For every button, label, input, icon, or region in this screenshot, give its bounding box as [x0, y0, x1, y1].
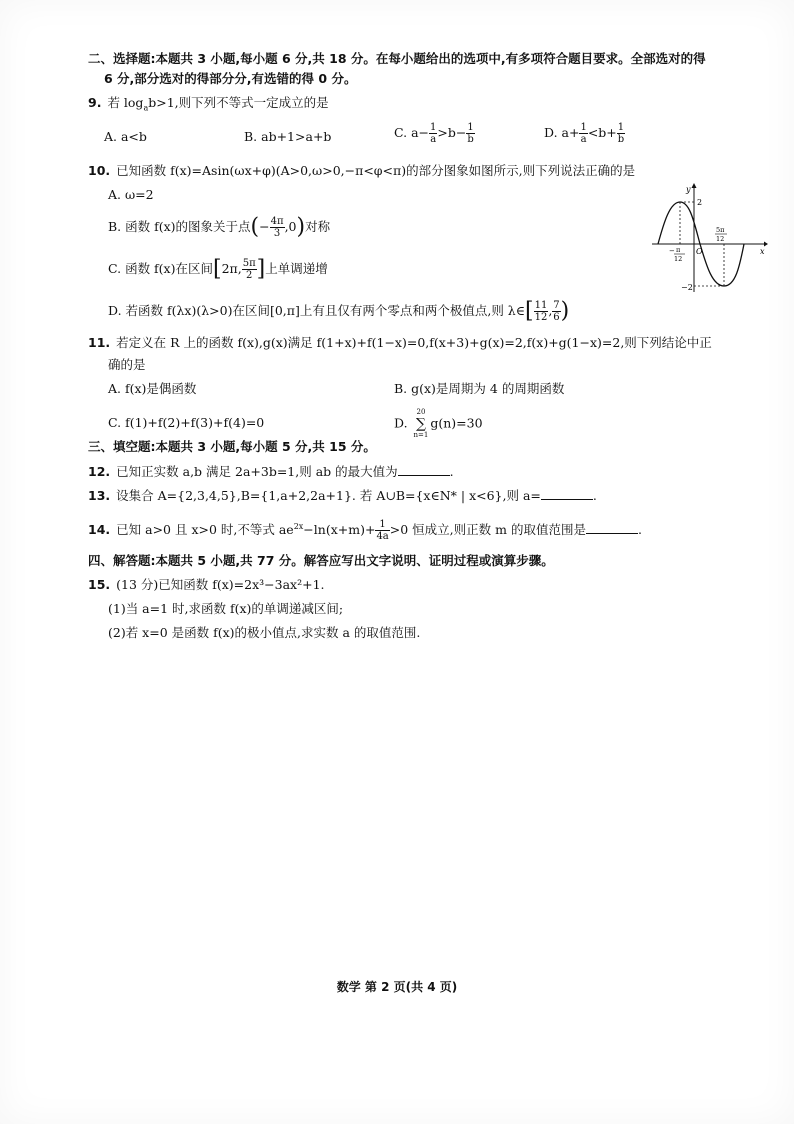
q10-b-frac-d: 3 — [273, 228, 281, 239]
q14-frac-n: 1 — [375, 519, 389, 531]
q10-sine-graph — [650, 182, 768, 294]
graph-label-max: 2 — [697, 198, 703, 207]
q10-b-post: 对称 — [305, 219, 331, 234]
q9-d-frac1-n: 1 — [580, 122, 587, 133]
q9-c-frac1-n: 1 — [430, 122, 437, 133]
q10-stem — [88, 162, 635, 180]
q9-c-frac2 — [466, 122, 474, 145]
q10-c-lbr: [ — [212, 256, 222, 282]
q11-d-pre: D. — [394, 415, 408, 431]
q9-d-pre: D. a+ — [544, 125, 580, 140]
q12-number: 12. — [88, 464, 111, 479]
q14-frac — [375, 519, 389, 542]
q10-option-b: B. 函数 f(x)的图象关于点(− $\frac{4\pi}{3}$ ,0)对称 — [108, 214, 331, 240]
q14-mid: −ln(x+m)+ — [303, 522, 376, 538]
q9-c-frac1-d: a — [430, 134, 437, 145]
q15-part-1: (1)当 a=1 时,求函数 f(x)的单调递减区间; — [108, 601, 344, 616]
q9-d-mid: <b+ — [587, 125, 617, 140]
graph-x-label: x — [760, 247, 765, 256]
q10-b-frac-n: 4π — [270, 216, 284, 227]
q14-answer-blank[interactable] — [586, 520, 638, 534]
q10-c-frac-d: 2 — [246, 270, 253, 281]
q9-option-c — [394, 122, 475, 145]
q9-option-a: A. a<b — [104, 129, 147, 144]
graph-right-den: 12 — [716, 235, 725, 243]
q10-b-pre: B. 函数 f(x)的图象关于点 — [108, 219, 251, 234]
q11-option-c: C. f(1)+f(2)+f(3)+f(4)=0 — [108, 415, 265, 430]
q9-d-frac2 — [617, 122, 625, 145]
q14-post: >0 恒成立,则正数 m 的取值范围是 — [389, 522, 586, 538]
q9-d-frac1 — [579, 122, 587, 145]
q13-number: 13. — [88, 488, 111, 503]
q10-d-rbr: ) — [560, 298, 570, 324]
q14-exponent: 2x — [293, 522, 304, 531]
q10-c-rbr: ] — [256, 256, 266, 282]
q10-d-frac2 — [552, 300, 560, 323]
q10-d-lbr: [ — [524, 298, 534, 324]
graph-y-label: y — [686, 185, 691, 194]
section-2-heading-cont: 6 分,部分选对的得部分分,有选错的得 0 分。 — [104, 71, 357, 86]
q10-b-frac — [270, 216, 285, 239]
q10-b-rparen: ) — [296, 214, 306, 240]
q9-c-frac2-d: b — [467, 134, 474, 145]
q11-option-b: B. g(x)是周期为 4 的周期函数 — [394, 381, 565, 396]
q10-c-post: 上单调递增 — [265, 261, 328, 276]
q11-stem-cont: 确的是 — [108, 357, 146, 372]
q10-c-frac — [242, 258, 257, 281]
q15-text: (13 分)已知函数 f(x)=2x³−3ax²+1. — [116, 577, 325, 592]
graph-label-min: −2 — [681, 283, 693, 292]
q10-stem-text: 已知函数 f(x)=Asin(ωx+φ)(A>0,ω>0,−π<φ<π)的部分图象如图所示,则下列说法正确的是 — [116, 163, 636, 178]
q14 — [88, 518, 642, 542]
q11-option-a: A. f(x)是偶函数 — [108, 381, 197, 396]
q13 — [88, 486, 597, 505]
q10-option-d: D. 若函数 f(λx)(λ>0)在区间[0,π]上有且仅有两个零点和两个极值点,则 λ∈[ $\frac{11}{12}$ , $\frac{7}{6}$ ) — [108, 298, 570, 324]
q10-d-frac2-d: 6 — [553, 312, 560, 323]
q10-d-frac1 — [534, 300, 549, 323]
q15-number: 15. — [88, 577, 111, 592]
q9-option-d — [544, 122, 625, 145]
q15-stem — [88, 576, 325, 594]
q11-stem-text: 若定义在 R 上的函数 f(x),g(x)满足 f(1+x)+f(1−x)=0,f(x+3)+g(x)=2,f(x)+g(1−x)=2,则下列结论中正 — [116, 335, 712, 350]
q9-log-base: a — [143, 103, 149, 113]
q11-d-post: g(n)=30 — [430, 415, 483, 431]
q14-frac-d: 4a — [376, 531, 389, 543]
q9-c-pre: C. a− — [394, 125, 429, 140]
q9-c-mid: >b− — [437, 125, 467, 140]
q11-d-sigma-top: 20 — [416, 408, 426, 416]
q10-option-a: A. ω=2 — [108, 187, 154, 202]
graph-left-den: 12 — [674, 255, 683, 263]
q10-c-pre: C. 函数 f(x)在区间 — [108, 261, 213, 276]
q9-stem-tail: b>1,则下列不等式一定成立的是 — [148, 95, 329, 110]
graph-left-minus: − — [669, 247, 675, 255]
q9-stem-text: 若 log — [107, 95, 144, 110]
q9-stem — [88, 94, 329, 118]
page-footer: 数学 第 2 页(共 4 页) — [336, 980, 458, 994]
q12-text: 已知正实数 a,b 满足 2a+3b=1,则 ab 的最大值为 — [116, 464, 398, 479]
graph-left-num: π — [676, 246, 681, 254]
q11-d-sigma — [414, 408, 429, 440]
q9-c-frac2-n: 1 — [467, 122, 474, 133]
graph-origin-label: O — [696, 247, 703, 256]
q13-answer-blank[interactable] — [541, 486, 593, 500]
q14-pre: 已知 a>0 且 x>0 时,不等式 ae — [116, 522, 294, 538]
q11-d-sigma-bottom: n=1 — [413, 431, 429, 439]
q13-text: 设集合 A={2,3,4,5},B={1,a+2,2a+1}. 若 A∪B={x∈N* | x<6},则 a= — [116, 488, 541, 503]
q12-answer-blank[interactable] — [398, 462, 450, 476]
section-3-heading: 三、填空题:本题共 3 小题,每小题 5 分,共 15 分。 — [88, 439, 376, 454]
q14-number: 14. — [88, 522, 111, 538]
q11-number: 11. — [88, 335, 111, 350]
q11-option-d — [394, 408, 483, 440]
graph-y-arrow — [692, 183, 697, 188]
graph-x-arrow — [764, 242, 768, 247]
q10-c-a: 2π, — [221, 261, 242, 276]
q10-c-frac-n: 5π — [242, 258, 256, 269]
q14-tail: . — [637, 522, 642, 538]
q10-d-frac1-n: 11 — [534, 300, 548, 311]
q10-b-lparen: ( — [250, 214, 260, 240]
q12-tail: . — [449, 464, 454, 479]
q9-number: 9. — [88, 95, 102, 110]
q9-option-b: B. ab+1>a+b — [244, 129, 332, 144]
q10-d-frac2-n: 7 — [553, 300, 560, 311]
q15-part-2: (2)若 x=0 是函数 f(x)的极小值点,求实数 a 的取值范围. — [108, 625, 421, 640]
section-2-heading: 二、选择题:本题共 3 小题,每小题 6 分,共 18 分。在每小题给出的选项中,有多项符合题目要求。全部选对的得 — [88, 51, 706, 66]
q9-d-frac1-d: a — [580, 134, 587, 145]
q10-number: 10. — [88, 163, 111, 178]
q11-stem — [88, 334, 712, 352]
q11-d-sigma-symbol: ∑ — [415, 416, 426, 432]
q13-tail: . — [592, 488, 597, 503]
q9-d-frac2-d: b — [617, 134, 625, 145]
q10-option-c — [108, 258, 328, 281]
q9-d-frac2-n: 1 — [617, 122, 625, 133]
section-4-heading: 四、解答题:本题共 5 小题,共 77 分。解答应写出文字说明、证明过程或演算步骤。 — [88, 553, 554, 568]
graph-right-num: 5π — [716, 226, 725, 234]
q12 — [88, 462, 454, 481]
q10-d-pre: D. 若函数 f(λx)(λ>0)在区间[0,π]上有且仅有两个零点和两个极值点,则 λ∈ — [108, 303, 525, 318]
q10-d-frac1-d: 12 — [534, 312, 548, 323]
